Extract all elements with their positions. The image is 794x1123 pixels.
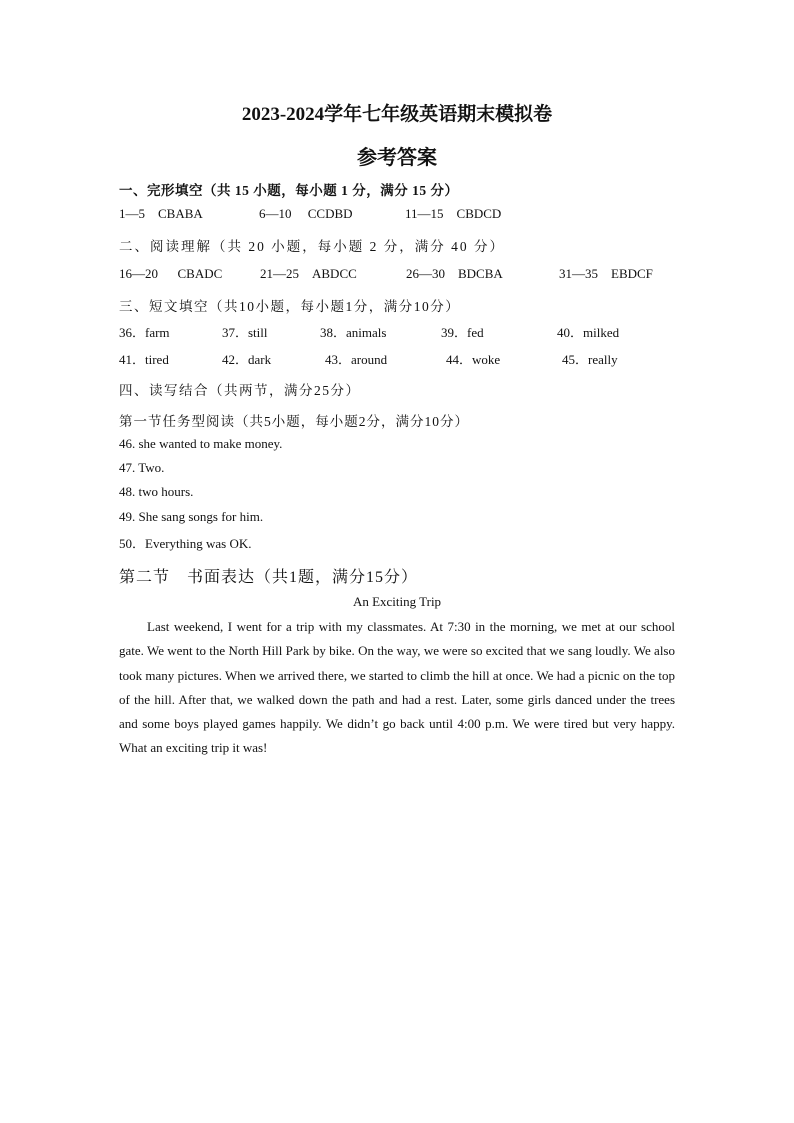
answer-key: CBABA [158,206,203,221]
section3-answer: 36．farm [119,325,170,340]
answer-range: 31—35 [559,266,598,281]
section1-heading: 一、完形填空（共 15 小题，每小题 1 分，满分 15 分） [119,183,459,198]
essay-paragraph: Last weekend, I went for a trip with my classmates. At 7:30 in the morning, we met at our school gate. We went to the North Hill Park by bike. On the way, we were so excited that we sang loudly. We also took many pictures. When we arrived there, we started to climb the hill at once. We had a picnic on the top of the hill. After that, we walked down the path and had a rest. Later, some girls danced under the trees and some boys played games happily. We didn’t go back until 4:00 p.m. We were tired but very happy. What an exciting trip it was! [119,619,675,756]
section3-answer: 45．really [562,352,618,367]
section2-heading: 二、阅读理解（共 20 小题，每小题 2 分，满分 40 分） [119,239,505,254]
answer-range: 21—25 [260,266,299,281]
answer-key: CCDBD [307,206,353,221]
section3-answer: 39．fed [441,325,484,340]
part1-answer: 50．Everything was OK. [119,536,252,551]
answer-key: CBDCD [456,206,502,221]
section3-answer: 44．woke [446,352,501,367]
section3-answer: 41．tired [119,352,169,367]
answer-range: 11—15 [405,206,444,221]
section1-answer [259,206,353,222]
page-subtitle: 参考答案 [357,147,437,169]
answer-key: EBDCF [611,266,653,281]
section2-answer [260,266,357,282]
section3-answer: 40．milked [557,325,620,340]
section4-heading: 四、读写结合（共两节，满分25分） [119,383,361,398]
section2-answer [119,266,222,282]
answer-range: 1—5 [119,206,145,221]
part2-heading: 第二节 书面表达（共1题，满分15分） [119,569,419,586]
answer-key: CBADC [177,266,223,281]
part1-answer: 48. two hours. [119,484,194,499]
answer-range: 16—20 [119,266,158,281]
section3-answer: 38．animals [320,325,387,340]
part1-heading: 第一节任务型阅读（共5小题，每小题2分，满分10分） [119,414,469,429]
section2-answer [406,266,503,282]
section1-answer [405,206,501,222]
section2-answer [559,266,653,282]
essay-title: An Exciting Trip [352,594,442,609]
section3-answer: 37．still [222,325,268,340]
answer-range: 6—10 [259,206,292,221]
answer-key: ABDCC [312,266,357,281]
part1-answer: 47. Two. [119,460,165,475]
page-title: 2023-2024学年七年级英语期末模拟卷 [241,104,553,125]
section3-heading: 三、短文填空（共10小题，每小题1分，满分10分） [119,299,461,314]
section3-answer: 43．around [325,352,388,367]
part1-answer: 46. she wanted to make money. [119,436,283,451]
answer-range: 26—30 [406,266,445,281]
section1-answer [119,206,203,222]
part1-answer: 49. She sang songs for him. [119,509,264,524]
section3-answer: 42．dark [222,352,272,367]
answer-key: BDCBA [458,266,503,281]
